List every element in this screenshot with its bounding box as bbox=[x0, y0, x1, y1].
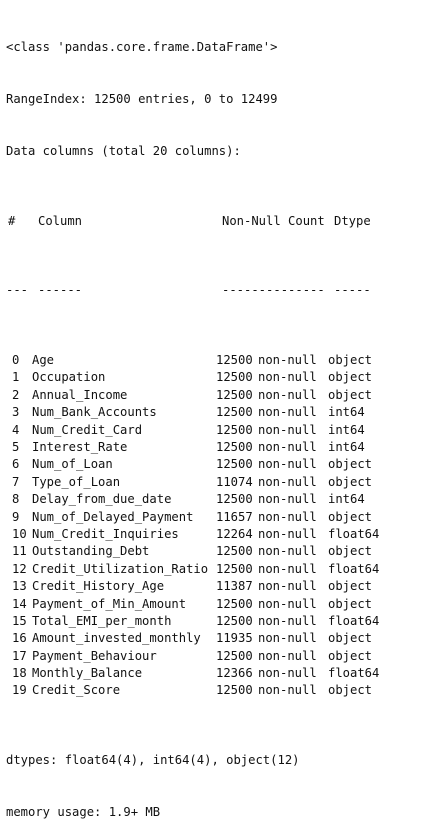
row-count: 12500 bbox=[216, 457, 253, 472]
row-dtype: object bbox=[328, 596, 373, 611]
row-column-name: Monthly_Balance bbox=[32, 666, 143, 681]
header-non-null-count: Non-Null Count bbox=[222, 213, 325, 228]
dtypes-line: dtypes: float64(4), int64(4), object(12) bbox=[6, 753, 300, 768]
table-row bbox=[6, 439, 394, 456]
row-count: 12264 bbox=[216, 526, 253, 541]
separator-dtype: ----- bbox=[334, 283, 371, 298]
column-header-row bbox=[6, 213, 394, 230]
row-index: 15 bbox=[12, 613, 27, 628]
table-row bbox=[6, 404, 394, 421]
row-non-null-label: non-null bbox=[258, 370, 317, 385]
row-dtype: int64 bbox=[328, 422, 365, 437]
row-non-null-label: non-null bbox=[258, 509, 317, 524]
class-line: <class 'pandas.core.frame.DataFrame'> bbox=[6, 39, 278, 54]
separator-non-null-count: -------------- bbox=[222, 283, 325, 298]
table-row bbox=[6, 543, 394, 560]
row-count: 12500 bbox=[216, 353, 253, 368]
row-column-name: Num_of_Delayed_Payment bbox=[32, 509, 194, 524]
row-count: 12500 bbox=[216, 544, 253, 559]
row-column-name: Amount_invested_monthly bbox=[32, 631, 201, 646]
row-index: 7 bbox=[12, 474, 20, 489]
header-column: Column bbox=[38, 213, 83, 228]
dataframe-info-output bbox=[6, 4, 394, 839]
row-index: 2 bbox=[12, 387, 20, 402]
row-count: 12500 bbox=[216, 387, 253, 402]
row-index: 19 bbox=[12, 683, 27, 698]
row-count: 12500 bbox=[216, 683, 253, 698]
column-rows bbox=[6, 352, 394, 700]
row-count: 12500 bbox=[216, 370, 253, 385]
row-column-name: Payment_Behaviour bbox=[32, 648, 157, 663]
row-dtype: int64 bbox=[328, 492, 365, 507]
row-non-null-label: non-null bbox=[258, 526, 317, 541]
row-dtype: object bbox=[328, 353, 373, 368]
row-dtype: object bbox=[328, 370, 373, 385]
row-non-null-label: non-null bbox=[258, 353, 317, 368]
row-column-name: Credit_Utilization_Ratio bbox=[32, 561, 209, 576]
row-count: 12500 bbox=[216, 422, 253, 437]
row-index: 14 bbox=[12, 596, 27, 611]
row-column-name: Delay_from_due_date bbox=[32, 492, 172, 507]
row-column-name: Num_Credit_Inquiries bbox=[32, 526, 179, 541]
row-column-name: Num_Credit_Card bbox=[32, 422, 143, 437]
table-row bbox=[6, 578, 394, 595]
table-row bbox=[6, 369, 394, 386]
table-row bbox=[6, 474, 394, 491]
row-index: 6 bbox=[12, 457, 20, 472]
row-column-name: Type_of_Loan bbox=[32, 474, 121, 489]
row-dtype: object bbox=[328, 509, 373, 524]
row-index: 16 bbox=[12, 631, 27, 646]
row-non-null-label: non-null bbox=[258, 457, 317, 472]
table-row bbox=[6, 352, 394, 369]
header-index: # bbox=[8, 213, 16, 228]
separator-column: ------ bbox=[38, 283, 83, 298]
row-count: 12500 bbox=[216, 405, 253, 420]
row-non-null-label: non-null bbox=[258, 596, 317, 611]
row-index: 13 bbox=[12, 579, 27, 594]
range-index-line: RangeIndex: 12500 entries, 0 to 12499 bbox=[6, 92, 278, 107]
row-non-null-label: non-null bbox=[258, 579, 317, 594]
row-count: 12500 bbox=[216, 492, 253, 507]
table-row bbox=[6, 613, 394, 630]
row-dtype: float64 bbox=[328, 666, 380, 681]
row-non-null-label: non-null bbox=[258, 648, 317, 663]
row-dtype: object bbox=[328, 648, 373, 663]
memory-usage-line: memory usage: 1.9+ MB bbox=[6, 805, 161, 820]
row-dtype: float64 bbox=[328, 613, 380, 628]
row-column-name: Num_of_Loan bbox=[32, 457, 113, 472]
row-dtype: int64 bbox=[328, 405, 365, 420]
row-column-name: Total_EMI_per_month bbox=[32, 613, 172, 628]
row-column-name: Outstanding_Debt bbox=[32, 544, 150, 559]
row-column-name: Age bbox=[32, 353, 55, 368]
row-count: 12500 bbox=[216, 596, 253, 611]
row-non-null-label: non-null bbox=[258, 666, 317, 681]
row-dtype: object bbox=[328, 579, 373, 594]
row-non-null-label: non-null bbox=[258, 683, 317, 698]
row-dtype: float64 bbox=[328, 561, 380, 576]
row-dtype: int64 bbox=[328, 440, 365, 454]
row-column-name: Credit_History_Age bbox=[32, 579, 165, 594]
row-count: 12366 bbox=[216, 666, 253, 681]
row-count: 12500 bbox=[216, 613, 253, 628]
row-non-null-label: non-null bbox=[258, 492, 317, 507]
table-row bbox=[6, 596, 394, 613]
table-row bbox=[6, 648, 394, 665]
row-count: 11387 bbox=[216, 579, 253, 594]
row-index: 9 bbox=[12, 509, 20, 524]
row-count: 11935 bbox=[216, 631, 253, 646]
row-index: 4 bbox=[12, 422, 20, 437]
row-dtype: float64 bbox=[328, 526, 380, 541]
table-row bbox=[6, 387, 394, 404]
row-column-name: Occupation bbox=[32, 370, 106, 385]
row-count: 12500 bbox=[216, 648, 253, 663]
row-non-null-label: non-null bbox=[258, 631, 317, 646]
row-dtype: object bbox=[328, 683, 373, 698]
table-row bbox=[6, 665, 394, 682]
table-row bbox=[6, 561, 394, 578]
data-columns-line: Data columns (total 20 columns): bbox=[6, 144, 241, 159]
row-dtype: object bbox=[328, 474, 373, 489]
row-non-null-label: non-null bbox=[258, 422, 317, 437]
row-index: 10 bbox=[12, 526, 27, 541]
row-non-null-label: non-null bbox=[258, 474, 317, 489]
row-column-name: Interest_Rate bbox=[32, 440, 128, 454]
row-index: 11 bbox=[12, 544, 27, 559]
row-column-name: Credit_Score bbox=[32, 683, 121, 698]
row-non-null-label: non-null bbox=[258, 561, 317, 576]
table-row bbox=[6, 526, 394, 543]
row-index: 0 bbox=[12, 353, 20, 368]
row-non-null-label: non-null bbox=[258, 613, 317, 628]
table-row bbox=[6, 422, 394, 439]
row-non-null-label: non-null bbox=[258, 405, 317, 420]
row-index: 18 bbox=[12, 666, 27, 681]
row-non-null-label: non-null bbox=[258, 544, 317, 559]
row-count: 11074 bbox=[216, 474, 253, 489]
separator-index: --- bbox=[6, 283, 29, 298]
row-dtype: object bbox=[328, 631, 373, 646]
row-index: 5 bbox=[12, 440, 20, 454]
table-row bbox=[6, 456, 394, 473]
table-row bbox=[6, 509, 394, 526]
row-count: 12500 bbox=[216, 440, 253, 454]
row-dtype: object bbox=[328, 387, 373, 402]
row-column-name: Num_Bank_Accounts bbox=[32, 405, 157, 420]
row-index: 1 bbox=[12, 370, 20, 385]
row-dtype: object bbox=[328, 457, 373, 472]
row-column-name: Annual_Income bbox=[32, 387, 128, 402]
row-column-name: Payment_of_Min_Amount bbox=[32, 596, 187, 611]
row-count: 12500 bbox=[216, 561, 253, 576]
row-index: 12 bbox=[12, 561, 27, 576]
row-index: 17 bbox=[12, 648, 27, 663]
row-non-null-label: non-null bbox=[258, 440, 317, 454]
row-index: 3 bbox=[12, 405, 20, 420]
table-row bbox=[6, 630, 394, 647]
header-dtype: Dtype bbox=[334, 213, 371, 228]
table-row bbox=[6, 682, 394, 699]
separator-row bbox=[6, 282, 394, 299]
row-non-null-label: non-null bbox=[258, 387, 317, 402]
row-count: 11657 bbox=[216, 509, 253, 524]
row-dtype: object bbox=[328, 544, 373, 559]
table-row bbox=[6, 491, 394, 508]
row-index: 8 bbox=[12, 492, 20, 507]
